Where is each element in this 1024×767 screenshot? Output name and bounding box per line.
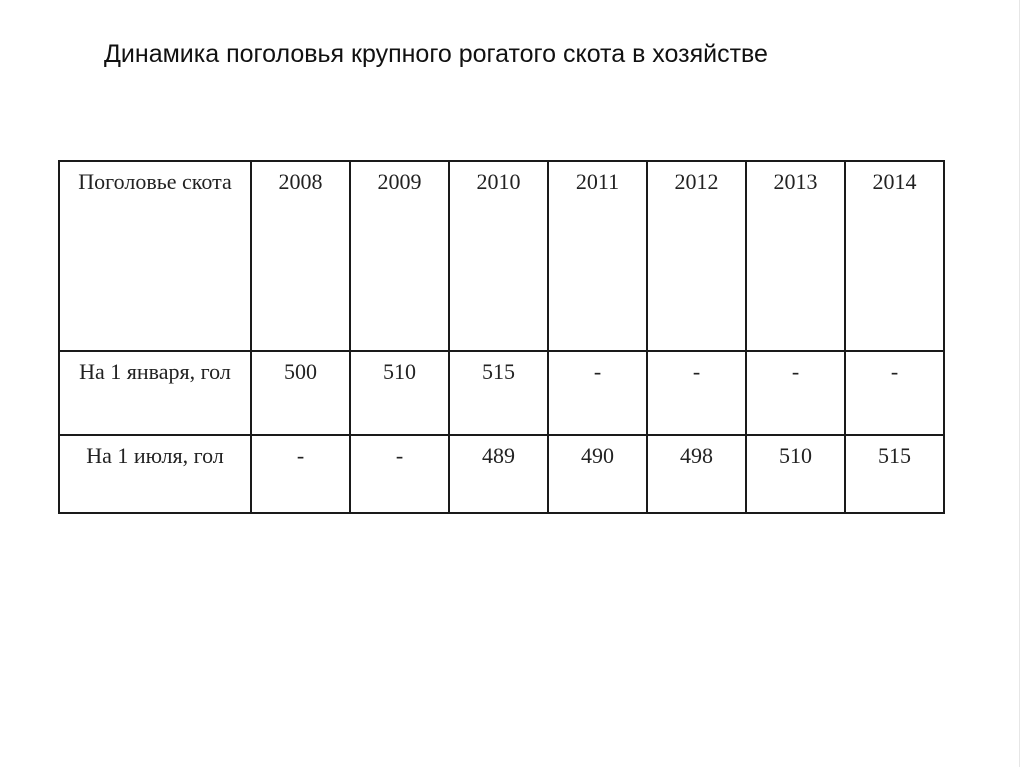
page-title: Динамика поголовья крупного рогатого скота в хозяйстве [104,40,768,68]
table-cell: - [251,435,350,513]
table-cell: - [746,351,845,435]
year-header-cell: 2011 [548,161,647,351]
table-cell: 510 [746,435,845,513]
table-cell: 500 [251,351,350,435]
slide-edge-divider [1019,0,1020,767]
table-cell: 489 [449,435,548,513]
table-header-row [59,161,944,351]
table-cell: 498 [647,435,746,513]
row-label-cell: На 1 января, гол [59,351,251,435]
table-cell: 490 [548,435,647,513]
header-label-cell: Поголовье скота [59,161,251,351]
year-header-cell: 2012 [647,161,746,351]
year-header-cell: 2010 [449,161,548,351]
table-cell: 515 [449,351,548,435]
table-cell: 510 [350,351,449,435]
year-header-cell: 2013 [746,161,845,351]
table-row [59,435,944,513]
table-cell: - [548,351,647,435]
year-header-cell: 2014 [845,161,944,351]
table-row [59,351,944,435]
cattle-dynamics-table [58,160,945,514]
table-cell: - [647,351,746,435]
year-header-cell: 2008 [251,161,350,351]
row-label-cell: На 1 июля, гол [59,435,251,513]
year-header-cell: 2009 [350,161,449,351]
table-cell: - [350,435,449,513]
table-cell: - [845,351,944,435]
table-cell: 515 [845,435,944,513]
